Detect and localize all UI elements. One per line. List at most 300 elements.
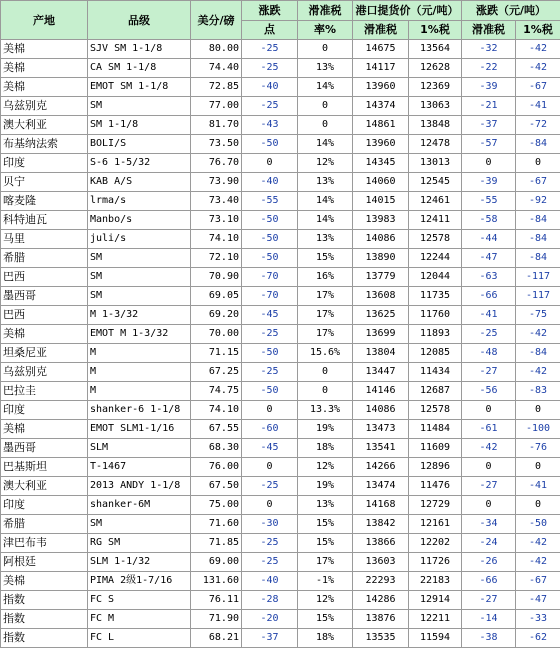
header-port-price: 港口提货价（元/吨）	[353, 1, 462, 21]
cell-change: -45	[242, 439, 298, 458]
cell-port-slide: 13842	[353, 515, 409, 534]
table-row	[1, 344, 560, 363]
cell-port-slide: 14266	[353, 458, 409, 477]
cell-change: -50	[242, 135, 298, 154]
cell-slide-tax: 13.3%	[298, 401, 353, 420]
cell-chg-slide: -57	[462, 135, 516, 154]
cell-origin: 指数	[1, 610, 88, 629]
cell-chg-slide: -66	[462, 572, 516, 591]
cell-chg-slide: -44	[462, 230, 516, 249]
cell-port-1pct: 13848	[409, 116, 462, 135]
cell-price: 69.05	[191, 287, 242, 306]
cell-chg-1pct: -117	[516, 287, 560, 306]
cell-port-slide: 13608	[353, 287, 409, 306]
cell-port-1pct: 12478	[409, 135, 462, 154]
cell-port-1pct: 12202	[409, 534, 462, 553]
cell-grade: shanker-6M	[88, 496, 191, 515]
cell-chg-1pct: -42	[516, 325, 560, 344]
cell-origin: 津巴布韦	[1, 534, 88, 553]
cell-origin: 指数	[1, 591, 88, 610]
cell-port-slide: 14374	[353, 97, 409, 116]
table-row	[1, 287, 560, 306]
header-change-a: 涨跌	[242, 1, 298, 21]
cell-change: -25	[242, 97, 298, 116]
cell-change: -70	[242, 287, 298, 306]
cell-price: 73.40	[191, 192, 242, 211]
cell-port-slide: 13447	[353, 363, 409, 382]
cell-origin: 巴拉圭	[1, 382, 88, 401]
cell-chg-1pct: -50	[516, 515, 560, 534]
cell-change: -50	[242, 249, 298, 268]
cell-origin: 巴基斯坦	[1, 458, 88, 477]
cell-slide-tax: 12%	[298, 591, 353, 610]
table-row	[1, 420, 560, 439]
cell-change: -40	[242, 572, 298, 591]
cell-port-slide: 13474	[353, 477, 409, 496]
cell-price: 76.70	[191, 154, 242, 173]
table-header	[1, 1, 560, 40]
cell-origin: 澳大利亚	[1, 477, 88, 496]
cell-port-slide: 13804	[353, 344, 409, 363]
cell-change: -25	[242, 59, 298, 78]
cell-port-slide: 13603	[353, 553, 409, 572]
cell-price: 80.00	[191, 40, 242, 59]
cell-change: 0	[242, 154, 298, 173]
cell-grade: FC L	[88, 629, 191, 648]
cell-origin: 乌兹别克	[1, 363, 88, 382]
cell-chg-slide: -55	[462, 192, 516, 211]
cell-chg-1pct: 0	[516, 496, 560, 515]
cell-price: 73.10	[191, 211, 242, 230]
cell-price: 70.00	[191, 325, 242, 344]
cell-port-1pct: 12628	[409, 59, 462, 78]
cell-grade: EMOT SLM1-1/16	[88, 420, 191, 439]
cell-grade: M	[88, 344, 191, 363]
cell-chg-slide: -34	[462, 515, 516, 534]
cell-port-1pct: 13063	[409, 97, 462, 116]
cell-chg-slide: -24	[462, 534, 516, 553]
cell-price: 74.10	[191, 230, 242, 249]
cell-slide-tax: 16%	[298, 268, 353, 287]
cell-slide-tax: 13%	[298, 230, 353, 249]
table-row	[1, 306, 560, 325]
cell-port-slide: 14345	[353, 154, 409, 173]
cell-grade: SM	[88, 268, 191, 287]
cell-change: -25	[242, 363, 298, 382]
cell-grade: SM 1-1/8	[88, 116, 191, 135]
cell-chg-slide: 0	[462, 154, 516, 173]
cell-chg-1pct: -84	[516, 249, 560, 268]
cell-origin: 美棉	[1, 572, 88, 591]
cell-slide-tax: 15%	[298, 515, 353, 534]
cell-price: 74.40	[191, 59, 242, 78]
cell-price: 69.20	[191, 306, 242, 325]
cell-chg-1pct: -67	[516, 173, 560, 192]
cell-price: 67.55	[191, 420, 242, 439]
cell-port-1pct: 12161	[409, 515, 462, 534]
cell-chg-slide: -22	[462, 59, 516, 78]
table-row	[1, 192, 560, 211]
table-row	[1, 572, 560, 591]
cell-port-1pct: 11434	[409, 363, 462, 382]
cell-port-1pct: 12461	[409, 192, 462, 211]
table-row	[1, 629, 560, 648]
cell-slide-tax: 14%	[298, 211, 353, 230]
cell-grade: SLM	[88, 439, 191, 458]
cell-change: -70	[242, 268, 298, 287]
cell-price: 71.15	[191, 344, 242, 363]
cell-grade: lrma/s	[88, 192, 191, 211]
cell-change: -40	[242, 78, 298, 97]
cell-slide-tax: -1%	[298, 572, 353, 591]
cell-port-slide: 13876	[353, 610, 409, 629]
header-slide-tax-a: 滑准税	[298, 1, 353, 21]
cell-change: -25	[242, 477, 298, 496]
cell-port-slide: 13625	[353, 306, 409, 325]
cell-chg-1pct: -42	[516, 59, 560, 78]
cell-origin: 马里	[1, 230, 88, 249]
table-row	[1, 211, 560, 230]
cell-port-slide: 13890	[353, 249, 409, 268]
cell-chg-1pct: -42	[516, 363, 560, 382]
table-row	[1, 78, 560, 97]
cell-chg-slide: -56	[462, 382, 516, 401]
cell-change: -20	[242, 610, 298, 629]
table-row	[1, 249, 560, 268]
table-row	[1, 458, 560, 477]
header-change-group: 涨跌（元/吨）	[462, 1, 560, 21]
cell-chg-slide: -26	[462, 553, 516, 572]
cell-slide-tax: 0	[298, 116, 353, 135]
cell-port-1pct: 12244	[409, 249, 462, 268]
cell-change: -40	[242, 173, 298, 192]
cell-chg-1pct: -100	[516, 420, 560, 439]
table-row	[1, 534, 560, 553]
cell-change: -25	[242, 325, 298, 344]
cell-chg-slide: -47	[462, 249, 516, 268]
cell-chg-1pct: -83	[516, 382, 560, 401]
cell-slide-tax: 14%	[298, 192, 353, 211]
table-row	[1, 116, 560, 135]
cell-chg-slide: -14	[462, 610, 516, 629]
cell-price: 67.25	[191, 363, 242, 382]
cell-price: 67.50	[191, 477, 242, 496]
header-chg-1pct: 1%税	[516, 21, 560, 40]
cell-port-slide: 14286	[353, 591, 409, 610]
cell-slide-tax: 13%	[298, 59, 353, 78]
cell-chg-1pct: -47	[516, 591, 560, 610]
table-row	[1, 382, 560, 401]
cell-price: 75.00	[191, 496, 242, 515]
cell-grade: EMOT SM 1-1/8	[88, 78, 191, 97]
cell-price: 74.10	[191, 401, 242, 420]
cell-grade: FC M	[88, 610, 191, 629]
table-row	[1, 230, 560, 249]
cell-port-1pct: 13013	[409, 154, 462, 173]
cell-port-slide: 14168	[353, 496, 409, 515]
cell-chg-1pct: -117	[516, 268, 560, 287]
table-row	[1, 154, 560, 173]
cell-chg-1pct: -67	[516, 572, 560, 591]
cell-port-1pct: 12578	[409, 230, 462, 249]
cell-slide-tax: 17%	[298, 325, 353, 344]
cell-chg-1pct: -84	[516, 211, 560, 230]
cell-grade: S-6 1-5/32	[88, 154, 191, 173]
cell-chg-slide: -25	[462, 325, 516, 344]
cell-chg-1pct: 0	[516, 458, 560, 477]
cell-grade: shanker-6 1-1/8	[88, 401, 191, 420]
cell-origin: 印度	[1, 401, 88, 420]
cell-change: -50	[242, 230, 298, 249]
cell-chg-slide: -61	[462, 420, 516, 439]
cell-change: 0	[242, 401, 298, 420]
cell-price: 72.10	[191, 249, 242, 268]
cell-port-1pct: 11476	[409, 477, 462, 496]
table-row	[1, 325, 560, 344]
cell-chg-1pct: -41	[516, 97, 560, 116]
cell-port-1pct: 12545	[409, 173, 462, 192]
cell-port-slide: 13535	[353, 629, 409, 648]
header-change-b: 点	[242, 21, 298, 40]
cell-change: -25	[242, 40, 298, 59]
cell-slide-tax: 15%	[298, 610, 353, 629]
cell-price: 69.00	[191, 553, 242, 572]
cell-chg-slide: -21	[462, 97, 516, 116]
cell-chg-1pct: -42	[516, 40, 560, 59]
cell-change: -25	[242, 534, 298, 553]
cell-origin: 墨西哥	[1, 439, 88, 458]
cell-slide-tax: 13%	[298, 496, 353, 515]
cell-origin: 希腊	[1, 515, 88, 534]
cell-port-1pct: 12085	[409, 344, 462, 363]
cell-port-1pct: 22183	[409, 572, 462, 591]
cell-port-1pct: 12914	[409, 591, 462, 610]
cell-origin: 巴西	[1, 268, 88, 287]
cell-slide-tax: 14%	[298, 135, 353, 154]
cell-price: 74.75	[191, 382, 242, 401]
table-row	[1, 97, 560, 116]
header-port-slide: 滑准税	[353, 21, 409, 40]
cell-slide-tax: 0	[298, 97, 353, 116]
header-port-1pct: 1%税	[409, 21, 462, 40]
cell-grade: Manbo/s	[88, 211, 191, 230]
table-row	[1, 401, 560, 420]
cell-chg-slide: -42	[462, 439, 516, 458]
cell-grade: M	[88, 363, 191, 382]
cell-port-1pct: 12578	[409, 401, 462, 420]
cell-chg-1pct: -41	[516, 477, 560, 496]
table-row	[1, 553, 560, 572]
cell-price: 81.70	[191, 116, 242, 135]
cell-change: -25	[242, 553, 298, 572]
cell-chg-slide: -66	[462, 287, 516, 306]
cell-origin: 澳大利亚	[1, 116, 88, 135]
cell-port-1pct: 11609	[409, 439, 462, 458]
cell-chg-slide: -48	[462, 344, 516, 363]
cell-chg-slide: -39	[462, 78, 516, 97]
cell-chg-1pct: -84	[516, 135, 560, 154]
table-row	[1, 135, 560, 154]
table-row	[1, 439, 560, 458]
cell-port-1pct: 12896	[409, 458, 462, 477]
cell-price: 72.85	[191, 78, 242, 97]
cell-slide-tax: 19%	[298, 420, 353, 439]
cell-chg-1pct: 0	[516, 401, 560, 420]
cell-slide-tax: 15%	[298, 249, 353, 268]
cell-slide-tax: 0	[298, 40, 353, 59]
cell-chg-slide: -37	[462, 116, 516, 135]
cell-change: -50	[242, 211, 298, 230]
cell-port-1pct: 11760	[409, 306, 462, 325]
cell-grade: SM	[88, 97, 191, 116]
cell-origin: 印度	[1, 154, 88, 173]
cell-change: -50	[242, 382, 298, 401]
cell-port-slide: 14146	[353, 382, 409, 401]
cell-chg-1pct: -75	[516, 306, 560, 325]
cell-slide-tax: 18%	[298, 439, 353, 458]
cell-change: 0	[242, 458, 298, 477]
cell-chg-slide: -27	[462, 477, 516, 496]
cell-port-slide: 13866	[353, 534, 409, 553]
cell-grade: M	[88, 382, 191, 401]
cell-grade: CA SM 1-1/8	[88, 59, 191, 78]
cell-origin: 印度	[1, 496, 88, 515]
cell-slide-tax: 19%	[298, 477, 353, 496]
header-grade: 品级	[88, 1, 191, 40]
cell-port-slide: 14086	[353, 401, 409, 420]
table-row	[1, 268, 560, 287]
cell-grade: 2013 ANDY 1-1/8	[88, 477, 191, 496]
cell-chg-1pct: 0	[516, 154, 560, 173]
cell-grade: BOLI/S	[88, 135, 191, 154]
cell-grade: SM	[88, 249, 191, 268]
cell-chg-1pct: -72	[516, 116, 560, 135]
header-slide-tax-b: 率%	[298, 21, 353, 40]
cell-port-slide: 13779	[353, 268, 409, 287]
cell-origin: 墨西哥	[1, 287, 88, 306]
cell-slide-tax: 17%	[298, 287, 353, 306]
cell-change: -37	[242, 629, 298, 648]
cell-origin: 坦桑尼亚	[1, 344, 88, 363]
cell-change: -55	[242, 192, 298, 211]
cell-slide-tax: 0	[298, 363, 353, 382]
cell-origin: 美棉	[1, 40, 88, 59]
cell-chg-slide: -32	[462, 40, 516, 59]
cell-origin: 贝宁	[1, 173, 88, 192]
cell-port-1pct: 12044	[409, 268, 462, 287]
cell-price: 71.90	[191, 610, 242, 629]
table-row	[1, 477, 560, 496]
cell-chg-slide: -41	[462, 306, 516, 325]
cell-grade: SJV SM 1-1/8	[88, 40, 191, 59]
cell-chg-slide: -39	[462, 173, 516, 192]
cell-grade: juli/s	[88, 230, 191, 249]
table-body	[1, 40, 560, 648]
cell-origin: 乌兹别克	[1, 97, 88, 116]
cell-change: -45	[242, 306, 298, 325]
cell-port-1pct: 11484	[409, 420, 462, 439]
cell-origin: 美棉	[1, 325, 88, 344]
cell-grade: M 1-3/32	[88, 306, 191, 325]
cell-chg-1pct: -62	[516, 629, 560, 648]
cell-slide-tax: 12%	[298, 154, 353, 173]
cell-port-slide: 14675	[353, 40, 409, 59]
cell-chg-1pct: -42	[516, 553, 560, 572]
header-origin: 产地	[1, 1, 88, 40]
cell-port-slide: 13960	[353, 78, 409, 97]
cell-change: -60	[242, 420, 298, 439]
cell-port-slide: 14086	[353, 230, 409, 249]
cell-port-slide: 13473	[353, 420, 409, 439]
cell-origin: 巴西	[1, 306, 88, 325]
cell-chg-1pct: -76	[516, 439, 560, 458]
cell-chg-1pct: -84	[516, 344, 560, 363]
cell-change: -28	[242, 591, 298, 610]
cell-chg-slide: -63	[462, 268, 516, 287]
cell-chg-slide: -27	[462, 363, 516, 382]
cell-price: 76.00	[191, 458, 242, 477]
cell-chg-slide: 0	[462, 458, 516, 477]
table-row	[1, 40, 560, 59]
cell-slide-tax: 12%	[298, 458, 353, 477]
cell-origin: 科特迪瓦	[1, 211, 88, 230]
cell-grade: KAB A/S	[88, 173, 191, 192]
cell-slide-tax: 18%	[298, 629, 353, 648]
cell-price: 71.60	[191, 515, 242, 534]
header-chg-slide: 滑准税	[462, 21, 516, 40]
cell-chg-1pct: -84	[516, 230, 560, 249]
cell-port-1pct: 12369	[409, 78, 462, 97]
table-row	[1, 515, 560, 534]
cell-port-1pct: 12411	[409, 211, 462, 230]
cell-port-slide: 13699	[353, 325, 409, 344]
cell-grade: EMOT M 1-3/32	[88, 325, 191, 344]
cell-slide-tax: 17%	[298, 553, 353, 572]
cell-port-slide: 13983	[353, 211, 409, 230]
cell-origin: 希腊	[1, 249, 88, 268]
cell-port-slide: 14117	[353, 59, 409, 78]
cell-change: -50	[242, 344, 298, 363]
cell-port-1pct: 13564	[409, 40, 462, 59]
cell-port-1pct: 11594	[409, 629, 462, 648]
cell-chg-1pct: -92	[516, 192, 560, 211]
cell-origin: 美棉	[1, 59, 88, 78]
cell-chg-slide: -27	[462, 591, 516, 610]
cell-grade: FC S	[88, 591, 191, 610]
cell-port-slide: 22293	[353, 572, 409, 591]
cell-port-1pct: 12687	[409, 382, 462, 401]
cell-grade: SLM 1-1/32	[88, 553, 191, 572]
cell-chg-slide: 0	[462, 401, 516, 420]
cell-chg-slide: -38	[462, 629, 516, 648]
cell-port-1pct: 11726	[409, 553, 462, 572]
cell-origin: 美棉	[1, 78, 88, 97]
cell-origin: 喀麦隆	[1, 192, 88, 211]
table-row	[1, 363, 560, 382]
table-row	[1, 59, 560, 78]
header-price: 美分/磅	[191, 1, 242, 40]
cell-grade: PIMA 2级1-7/16	[88, 572, 191, 591]
cell-port-1pct: 11893	[409, 325, 462, 344]
cell-origin: 布基纳法索	[1, 135, 88, 154]
cell-price: 73.90	[191, 173, 242, 192]
table-row	[1, 173, 560, 192]
cell-chg-1pct: -42	[516, 534, 560, 553]
cell-chg-slide: -58	[462, 211, 516, 230]
cell-change: -43	[242, 116, 298, 135]
table-row	[1, 610, 560, 629]
cell-change: 0	[242, 496, 298, 515]
